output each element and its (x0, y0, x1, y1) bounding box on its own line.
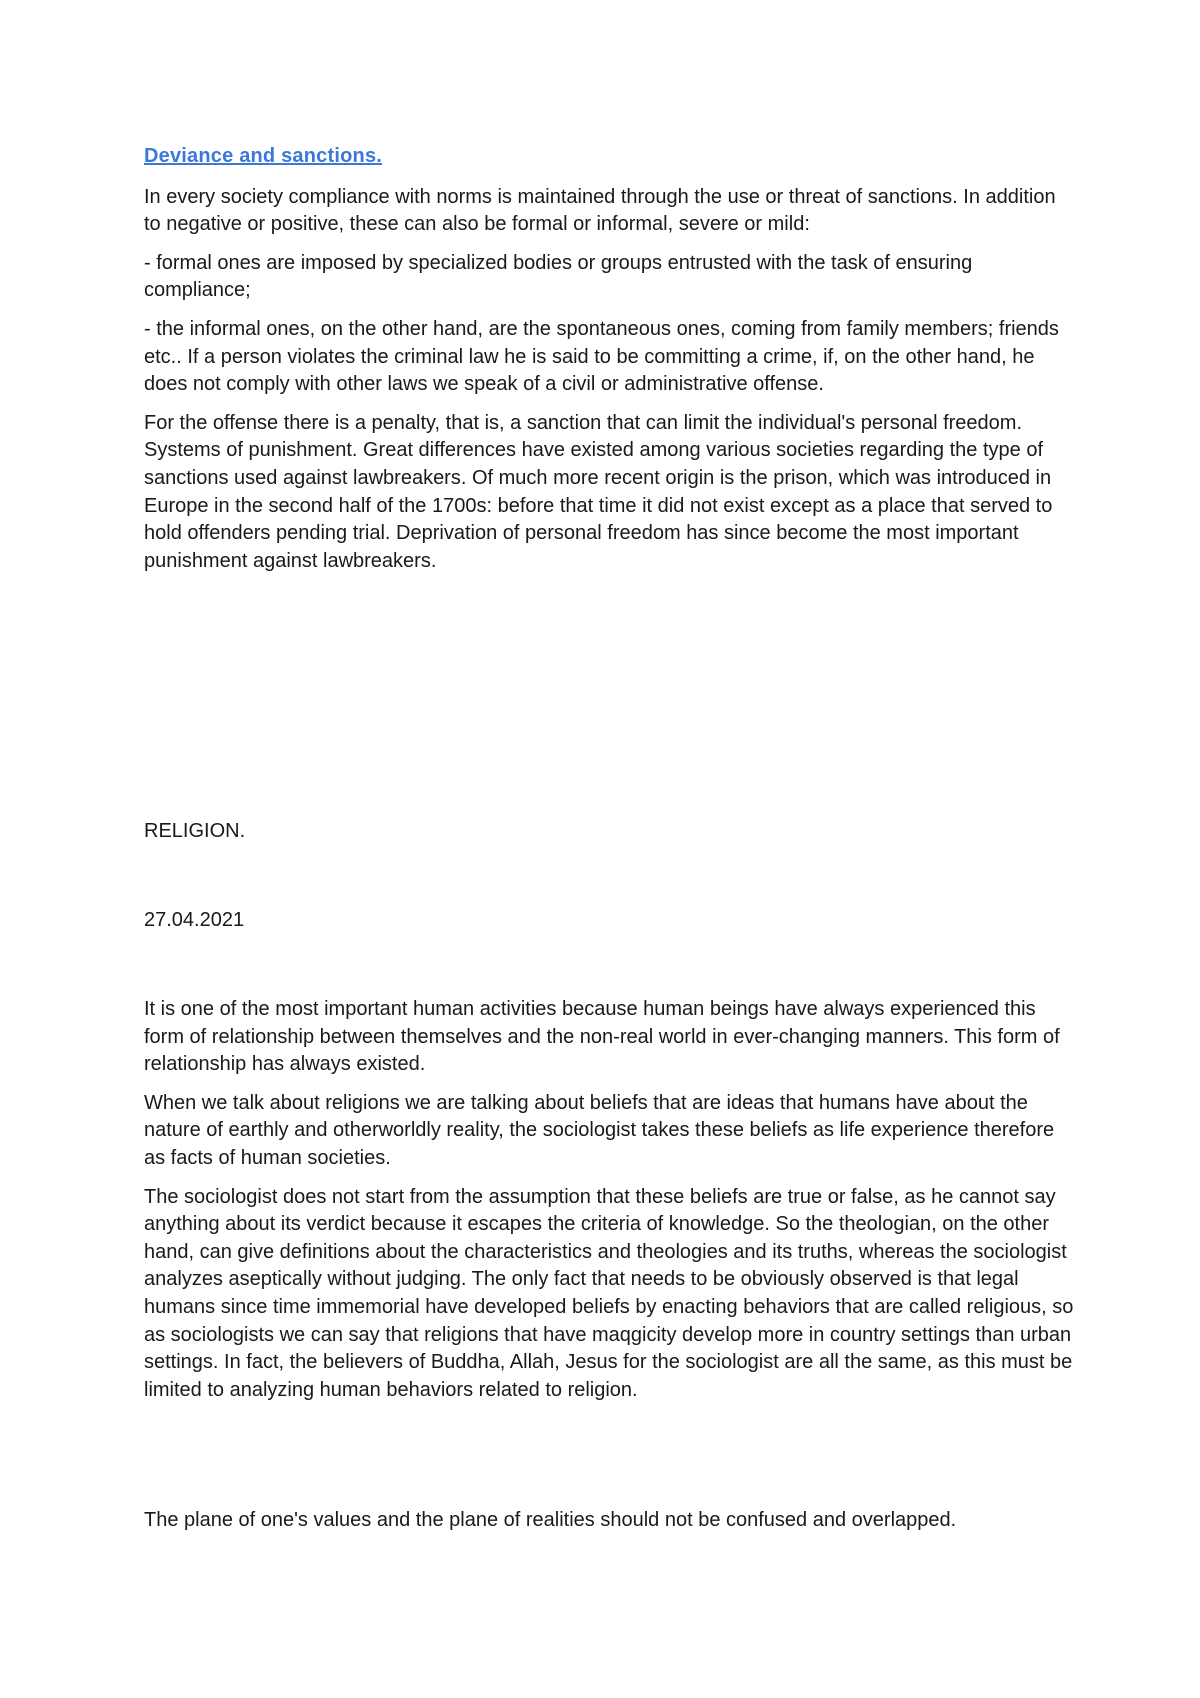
deviance-heading-link[interactable]: Deviance and sanctions. (144, 145, 383, 167)
paragraph-beliefs: When we talk about religions we are talking about beliefs that are ideas that humans have about the nature of earthly and otherworldly reality, the sociologist takes these beliefs as life experience therefore as facts of human societies. (144, 1091, 1055, 1169)
paragraph-penalty: For the offense there is a penalty, that is, a sanction that can limit the individual's personal freedom. Systems of punishment. Great differences have existed among various societies regarding the type of sanctions used against lawbreakers. Of much more recent origin is the prison, which was introduced in Europe in the second half of the 1700s: before that time it did not exist except as a place that served to hold offenders pending trial. Deprivation of personal freedom has since become the most important punishment against lawbreakers. (144, 411, 1053, 572)
section-deviance (144, 143, 1074, 575)
section-religion (144, 996, 1074, 1404)
religion-title: RELIGION. (144, 820, 246, 842)
paragraph-informal-sanctions: - the informal ones, on the other hand, are the spontaneous ones, coming from family members; friends etc.. If a person violates the criminal law he is said to be committing a crime, if, on the other hand, he does not comply with other laws we speak of a civil or administrative offense. (144, 317, 1059, 396)
paragraph-human-activity: It is one of the most important human activities because human beings have always experienced this form of relationship between themselves and the non-real world in ever-changing manners. This form of relationship has always existed. (144, 998, 1060, 1076)
paragraph-formal-sanctions: - formal ones are imposed by specialized bodies or groups entrusted with the task of ensuring compliance; (144, 251, 973, 302)
paragraph-sociologist: The sociologist does not start from the assumption that these beliefs are true or false, as he cannot say anything about its verdict because it escapes the criteria of knowledge. So the theologian, on the other hand, can give definitions about the characteristics and theologies and its truths, whereas the sociologist analyzes aseptically without judging. The only fact that needs to be obviously observed is that legal humans since time immemorial have developed beliefs by enacting behaviors that are called religious, so as sociologists we can say that religions that have maqgicity develop more in country settings than urban settings. In fact, the believers of Buddha, Allah, Jesus for the sociologist are all the same, as this must be limited to analyzing human behaviors related to religion. (144, 1185, 1074, 1401)
paragraph-intro: In every society compliance with norms is maintained through the use or threat of sanctions. In addition to negative or positive, these can also be formal or informal, severe or mild: (144, 185, 1056, 236)
paragraph-values: The plane of one's values and the plane of realities should not be confused and overlapped. (144, 1509, 957, 1531)
date-stamp: 27.04.2021 (144, 909, 245, 931)
